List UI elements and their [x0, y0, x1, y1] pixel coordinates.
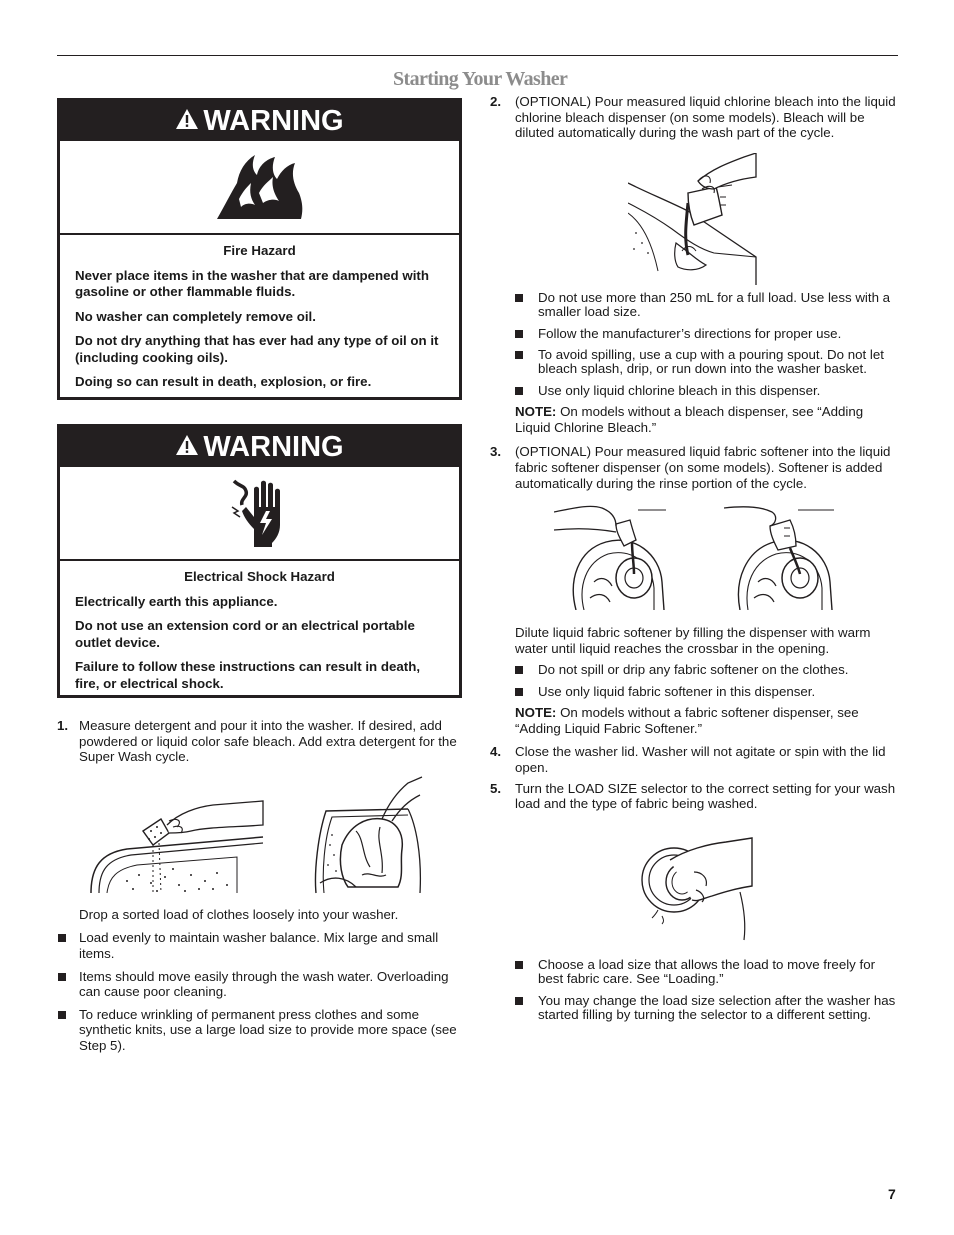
step-2	[490, 94, 900, 141]
step2-bullet: Use only liquid chlorine bleach in this dispenser.	[490, 384, 900, 398]
softener-pour-illustration-2	[724, 502, 836, 610]
step3-after-text: Dilute liquid fabric softener by filling the dispenser with warm water until liquid reaches the crossbar in the opening.	[515, 625, 871, 656]
step-text: (OPTIONAL) Pour measured liquid fabric softener into the liquid fabric softener dispenser (on some models). Softener is added automatically during the rinse portion of the cycle.	[515, 444, 891, 491]
warning-label: WARNING	[203, 431, 344, 463]
right-column	[490, 94, 900, 1022]
top-rule	[57, 55, 898, 56]
warning-line: Never place items in the washer that are dampened with gasoline or other flammable fluids.	[75, 267, 429, 299]
shock-icon-row	[60, 467, 459, 561]
step2-note	[490, 404, 900, 435]
step-number: 5.	[490, 780, 502, 796]
note-label: NOTE:	[515, 404, 557, 420]
step-number: 3.	[490, 444, 502, 460]
step1-bullet: To reduce wrinkling of permanent press clothes and some synthetic knits, use a large load size to provide more space (see Step 5).	[57, 1007, 462, 1054]
softener-illustrations	[490, 502, 900, 614]
step2-bullet: Follow the manufacturer’s directions for proper use.	[490, 327, 900, 341]
step5-bullet: Choose a load size that allows the load to move freely for best fabric care. See “Loading.”	[490, 958, 900, 987]
step-number: 4.	[490, 744, 502, 760]
step-number: 2.	[490, 94, 502, 109]
step-number: 1.	[57, 718, 69, 733]
electric-shock-hand-icon	[230, 477, 290, 549]
step-text: (OPTIONAL) Pour measured liquid chlorine bleach into the liquid chlorine bleach dispenser (on some models). Bleach will be diluted automatically during the wash part of the cycle.	[515, 94, 896, 141]
step-3	[490, 444, 900, 491]
step2-bullet: To avoid spilling, use a cup with a pouring spout. Do not let bleach splash, drip, or run down into the washer basket.	[490, 348, 900, 377]
warning-line: Electrically earth this appliance.	[75, 593, 278, 609]
warning-triangle-icon	[175, 434, 199, 456]
note-label: NOTE:	[515, 705, 557, 721]
note-text: On models without a bleach dispenser, see “Adding Liquid Chlorine Bleach.”	[515, 404, 864, 435]
step-5	[490, 781, 900, 812]
load-size-selector-illustration	[640, 832, 756, 942]
page-title: Starting Your Washer	[393, 68, 568, 90]
warning-line: No washer can completely remove oil.	[75, 308, 316, 324]
warning-header	[60, 427, 459, 467]
warning-line: Failure to follow these instructions can result in death, fire, or electrical shock.	[75, 659, 421, 691]
shock-warning-box	[57, 424, 462, 698]
fire-warning-text	[60, 235, 459, 398]
page-number: 7	[888, 1186, 896, 1202]
pouring-detergent-illustration	[87, 797, 267, 897]
bleach-dispenser-illustration	[628, 153, 760, 285]
step3-bullet: Use only liquid fabric softener in this dispenser.	[490, 685, 900, 699]
step5-bullet: You may change the load size selection after the washer has started filling by turning the selector to a different setting.	[490, 994, 900, 1023]
warning-header	[60, 101, 459, 141]
softener-pour-illustration-1	[554, 502, 666, 610]
step-text: Turn the LOAD SIZE selector to the correct setting for your wash load and the type of fabric being washed.	[515, 780, 896, 812]
fire-hazard-icon	[215, 153, 305, 221]
loading-clothes-illustration	[312, 775, 432, 895]
step-text: Close the washer lid. Washer will not agitate or spin with the lid open.	[515, 744, 886, 775]
left-column	[57, 98, 462, 1054]
hazard-title: Fire Hazard	[223, 243, 296, 258]
step3-note	[490, 705, 900, 736]
step2-bullet: Do not use more than 250 mL for a full load. Use less with a smaller load size.	[490, 291, 900, 320]
step-4	[490, 744, 900, 775]
step-1	[57, 718, 462, 765]
step-text: Measure detergent and pour it into the washer. If desired, add powdered or liquid color safe bleach. Add extra detergent for the Super Wash cycle.	[79, 718, 457, 765]
hazard-title: Electrical Shock Hazard	[184, 569, 335, 584]
step1-bullet: Load evenly to maintain washer balance. Mix large and small items.	[57, 930, 462, 961]
step3-bullet: Do not spill or drip any fabric softener on the clothes.	[490, 663, 900, 677]
shock-warning-text	[60, 561, 459, 699]
step1-bullet: Items should move easily through the wash water. Overloading can cause poor cleaning.	[57, 969, 462, 1000]
warning-line: Do not dry anything that has ever had any type of oil on it (including cooking oils).	[75, 333, 439, 365]
fire-warning-box	[57, 98, 462, 400]
step1-illustrations	[57, 775, 462, 899]
warning-label: WARNING	[203, 105, 344, 137]
step1-after-text: Drop a sorted load of clothes loosely into your washer.	[79, 906, 399, 922]
note-text: On models without a fabric softener dispenser, see “Adding Liquid Fabric Softener.”	[515, 705, 859, 736]
warning-triangle-icon	[175, 108, 199, 130]
warning-line: Do not use an extension cord or an electrical portable outlet device.	[75, 618, 415, 650]
fire-icon-row	[60, 141, 459, 235]
warning-line: Doing so can result in death, explosion, or fire.	[75, 374, 372, 389]
